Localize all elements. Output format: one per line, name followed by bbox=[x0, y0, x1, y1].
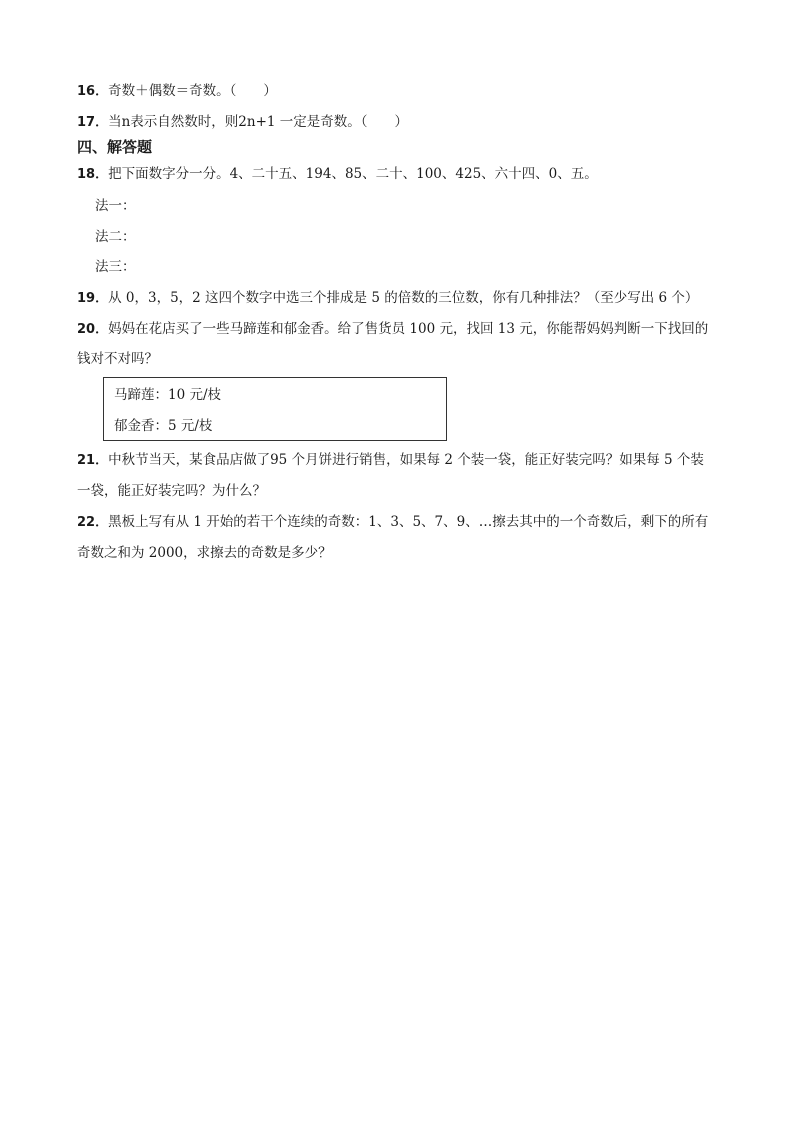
question-17 bbox=[77, 113, 408, 132]
question-text-line-1: 黑板上写有从 1 开始的若干个连续的奇数：1、3、5、7、9、…擦去其中的一个奇数后，剩下的所有 bbox=[108, 514, 709, 530]
question-number: 17． bbox=[77, 115, 109, 130]
question-16 bbox=[77, 82, 277, 101]
question-number: 22． bbox=[77, 515, 109, 530]
question-text-line-1: 妈妈在花店买了一些马蹄莲和郁金香。给了售货员 100 元，找回 13 元，你能帮妈妈判断一下找回的 bbox=[108, 321, 709, 337]
question-21 bbox=[77, 451, 704, 470]
question-text: 从 0，3，5，2 这四个数字中选三个排成是 5 的倍数的三位数，你有几种排法？（至少写出 6 个） bbox=[108, 290, 699, 306]
question-text: 把下面数字分一分。4、二十五、194、85、二十、100、425、六十四、0、五。 bbox=[108, 166, 598, 182]
question-text: 当n表示自然数时，则2n+1 一定是奇数。（ ） bbox=[108, 114, 409, 130]
question-20 bbox=[77, 320, 708, 339]
method-2-label: 法二： bbox=[95, 229, 136, 245]
question-18 bbox=[77, 165, 598, 184]
question-number: 18． bbox=[77, 167, 109, 182]
question-22 bbox=[77, 513, 708, 532]
question-number: 21． bbox=[77, 453, 109, 468]
section-title: 四、解答题 bbox=[77, 138, 153, 156]
question-number: 20． bbox=[77, 322, 109, 337]
question-19 bbox=[77, 289, 698, 308]
question-number: 19． bbox=[77, 291, 109, 306]
question-21-continuation: 一袋，能正好装完吗？为什么？ bbox=[77, 483, 266, 499]
price-tulip: 郁金香：5 元/枝 bbox=[114, 418, 213, 434]
price-box bbox=[103, 377, 447, 441]
method-3-label: 法三： bbox=[95, 259, 136, 275]
question-22-continuation: 奇数之和为 2000，求擦去的奇数是多少？ bbox=[77, 545, 332, 561]
question-number: 16． bbox=[77, 84, 109, 99]
question-text-line-1: 中秋节当天，某食品店做了95 个月饼进行销售，如果每 2 个装一袋，能正好装完吗？如果每 5 个装 bbox=[108, 452, 704, 468]
method-1-label: 法一： bbox=[95, 198, 136, 214]
price-calla-lily: 马蹄莲：10 元/枝 bbox=[114, 387, 222, 403]
question-text: 奇数＋偶数＝奇数。（ ） bbox=[108, 83, 277, 99]
question-20-continuation: 钱对不对吗？ bbox=[77, 351, 158, 367]
